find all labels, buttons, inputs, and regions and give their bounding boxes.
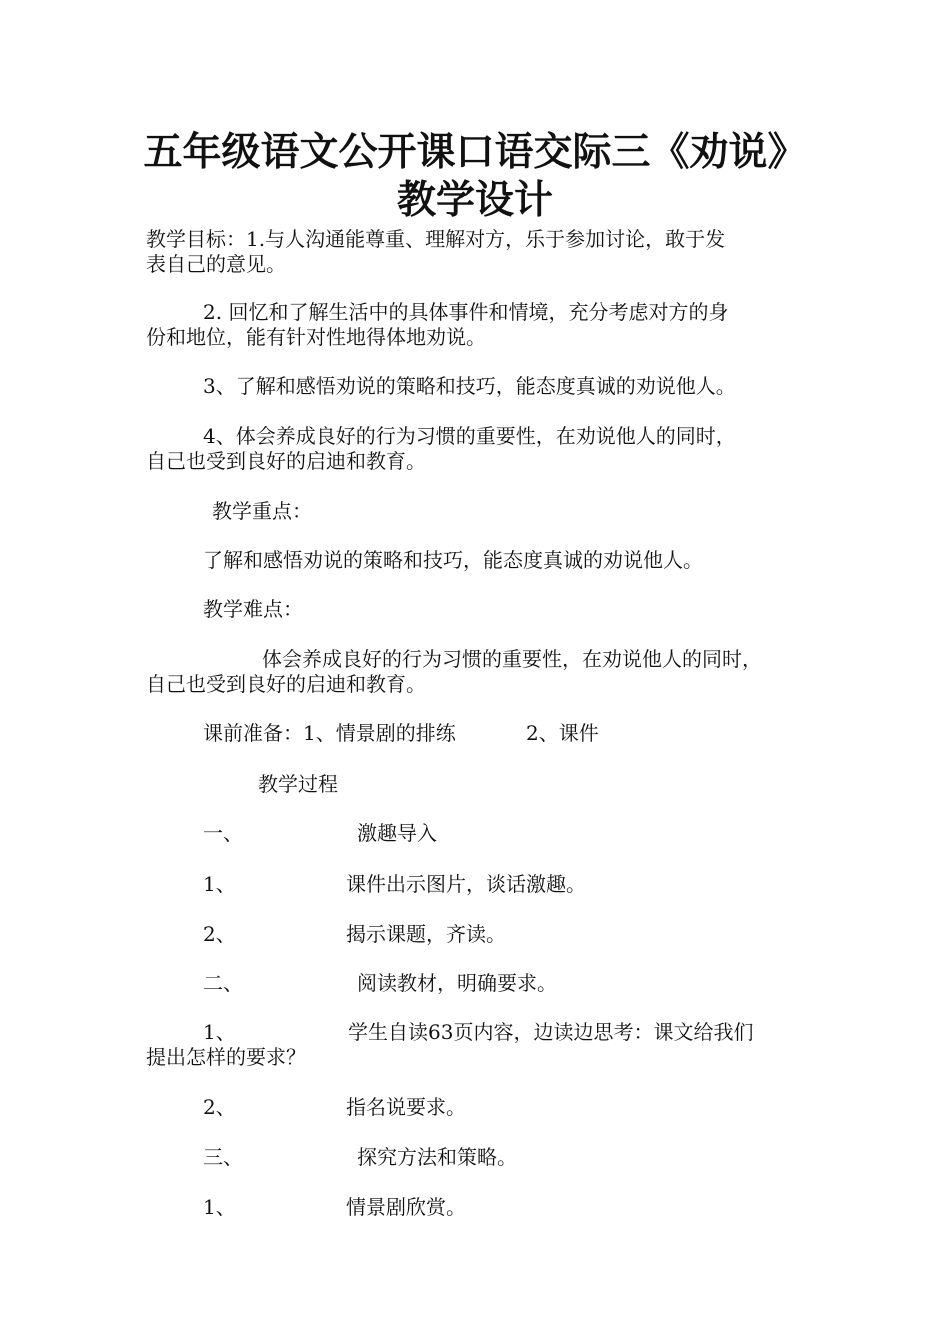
objective-4-line-2: 自己也受到良好的启迪和教育。 (146, 449, 426, 473)
key-point-text: 了解和感悟劝说的策略和技巧，能态度真诚的劝说他人。 (203, 548, 703, 572)
section-2-item-2-number: 2、 (203, 1095, 236, 1119)
objective-1-line-1: 教学目标：1.与人沟通能尊重、理解对方，乐于参加讨论，敢于发 (146, 227, 726, 251)
section-3-title: 探究方法和策略。 (357, 1145, 517, 1169)
section-1-item-2-text: 揭示课题，齐读。 (346, 922, 506, 946)
section-2-item-2-text: 指名说要求。 (346, 1095, 466, 1119)
key-point-heading: 教学重点： (212, 499, 312, 523)
process-heading: 教学过程 (258, 772, 338, 796)
section-1-item-2-number: 2、 (203, 922, 236, 946)
preparation-text: 课前准备：1、情景剧的排练 (203, 721, 456, 745)
section-3-item-1-number: 1、 (203, 1195, 236, 1219)
preparation-item-2: 2、课件 (526, 721, 599, 745)
difficulty-line-1: 体会养成良好的行为习惯的重要性，在劝说他人的同时， (262, 647, 762, 671)
section-2-title: 阅读教材，明确要求。 (357, 971, 557, 995)
section-1-item-1-number: 1、 (203, 872, 236, 896)
section-3-number: 三、 (203, 1145, 243, 1169)
objective-1-line-2: 表自己的意见。 (146, 252, 286, 276)
difficulty-line-2: 自己也受到良好的启迪和教育。 (146, 672, 426, 696)
section-2-item-1-number: 1、 (203, 1020, 236, 1044)
section-1-number: 一、 (203, 821, 243, 845)
objective-3: 3、了解和感悟劝说的策略和技巧，能态度真诚的劝说他人。 (203, 374, 736, 398)
objective-4-line-1: 4、体会养成良好的行为习惯的重要性，在劝说他人的同时， (203, 424, 736, 448)
objective-2-line-1: 2. 回忆和了解生活中的具体事件和情境，充分考虑对方的身 (203, 300, 729, 324)
section-3-item-1-text: 情景剧欣赏。 (346, 1195, 466, 1219)
section-1-item-1-text: 课件出示图片，谈话激趣。 (346, 872, 586, 896)
section-1-title: 激趣导入 (357, 821, 437, 845)
section-2-number: 二、 (203, 971, 243, 995)
title-line-2: 教学设计 (396, 177, 553, 223)
title-line-1: 五年级语文公开课口语交际三《劝说》 (143, 129, 807, 175)
difficulty-heading: 教学难点： (203, 597, 303, 621)
section-2-item-1-line-1: 学生自读63页内容，边读边思考：课文给我们 (348, 1020, 754, 1044)
objective-2-line-2: 份和地位，能有针对性地得体地劝说。 (146, 325, 486, 349)
section-2-item-1-line-2: 提出怎样的要求？ (146, 1045, 306, 1069)
